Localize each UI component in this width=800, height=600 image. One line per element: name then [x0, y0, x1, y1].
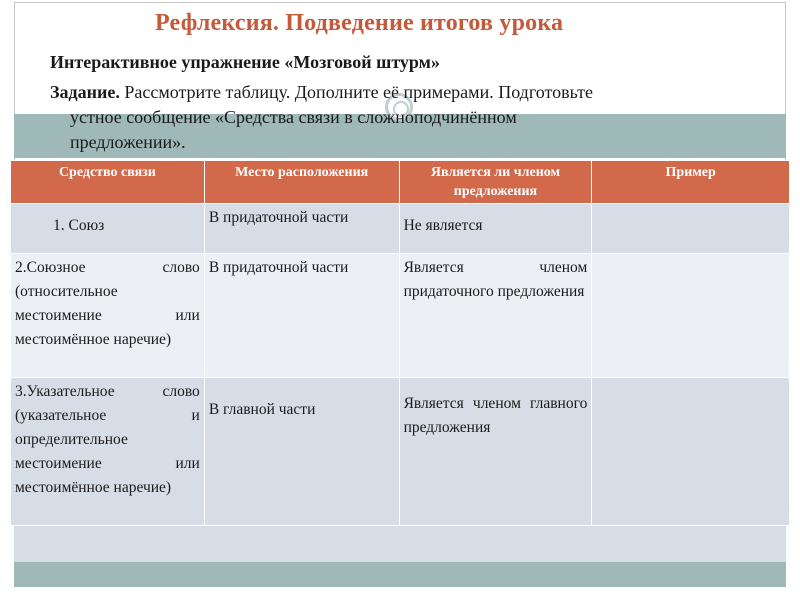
cell-place: В главной части: [204, 378, 399, 526]
cell-means: 1. Союз: [11, 204, 205, 254]
task-line-3: предложении».: [70, 132, 186, 152]
task-text: [50, 80, 750, 155]
table-row: [11, 378, 790, 526]
header-place: Место расположения: [204, 161, 399, 204]
slide-title: Рефлексия. Подведение итогов урока: [155, 10, 564, 36]
exercise-subtitle: Интерактивное упражнение «Мозговой штурм»: [50, 52, 440, 72]
table-header-row: [11, 161, 790, 204]
header-member: Является ли членом предложения: [399, 161, 592, 204]
cell-example[interactable]: [592, 378, 790, 526]
cell-member[interactable]: Является членом придаточного предложения: [399, 254, 592, 378]
cell-member[interactable]: Является членом главного предложения: [399, 378, 592, 526]
header-means: Средство связи: [11, 161, 205, 204]
means-of-connection-table: [10, 160, 790, 526]
cell-member[interactable]: Не является: [399, 204, 592, 254]
decor-band-lower: [14, 522, 786, 562]
task-lead: Задание.: [50, 82, 120, 102]
cell-place: В придаточной части: [204, 254, 399, 378]
task-line-1: Рассмотрите таблицу. Дополните её примерами. Подготовьте: [119, 82, 594, 102]
cell-means: 3.Указательное слово (указательное и определительное местоимение или местоимённое наречие): [11, 378, 205, 526]
cell-place: В придаточной части: [204, 204, 399, 254]
cell-example[interactable]: [592, 204, 790, 254]
table-row: [11, 254, 790, 378]
task-line-2: устное сообщение «Средства связи в сложноподчинённом: [70, 107, 517, 127]
header-example: Пример: [592, 161, 790, 204]
cell-means: 2.Союзное слово (относительное местоимение или местоимённое наречие): [11, 254, 205, 378]
cell-example[interactable]: [592, 254, 790, 378]
table-row: [11, 204, 790, 254]
decor-band-bottom: [14, 562, 786, 587]
